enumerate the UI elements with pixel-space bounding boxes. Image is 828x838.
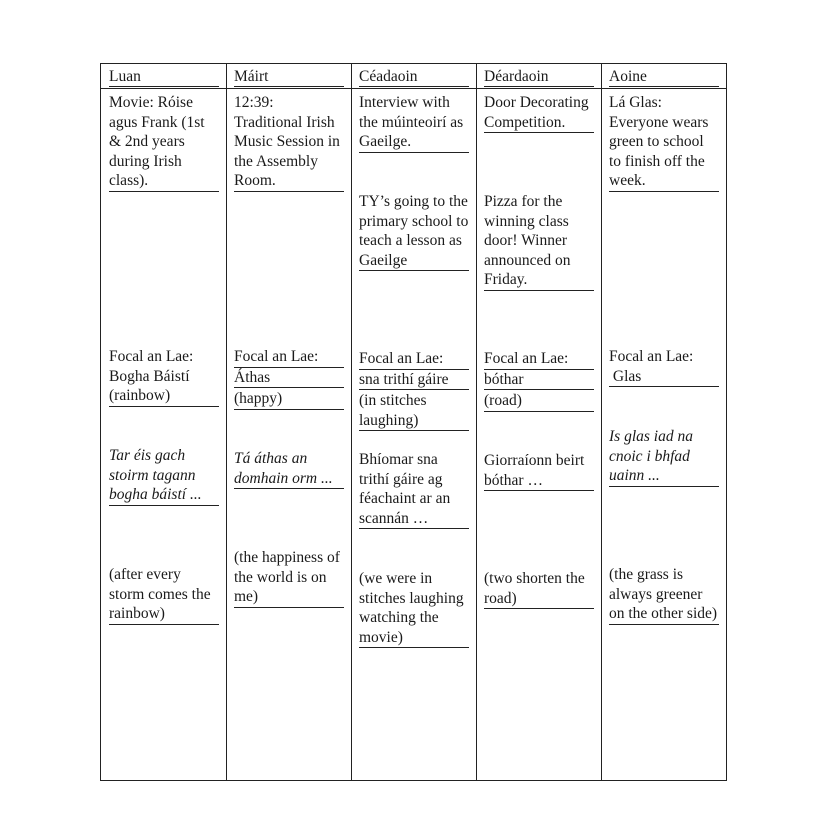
focal-word: bóthar [484, 370, 594, 391]
focal-label: Focal an Lae: [484, 349, 594, 370]
focal-gloss: (happy) [234, 389, 344, 410]
event2-deardaoin: Pizza for the winning class door! Winner announced on Friday. [484, 192, 594, 291]
focal-gloss: (road) [484, 391, 594, 412]
phrase-english-luan: (after every storm comes the rainbow) [109, 565, 219, 625]
phrase-irish-aoine: Is glas iad na cnoic i bhfad uainn ... [609, 427, 719, 487]
day-header-luan [109, 67, 219, 87]
focal-word: sna trithí gáire [359, 370, 469, 391]
day-name: Déardaoin [484, 67, 594, 87]
event-mairt: 12:39: Traditional Irish Music Session in the Assembly Room. [234, 93, 344, 192]
phrase-irish-deardaoin: Giorraíonn beirt bóthar … [484, 451, 594, 491]
focal-an-lae-aoine [609, 347, 719, 387]
focal-an-lae-ceadaoin [359, 349, 469, 431]
day-header-deardaoin [484, 67, 594, 87]
column-divider [601, 64, 602, 780]
day-header-aoine [609, 67, 719, 87]
day-header-ceadaoin [359, 67, 469, 87]
header-divider [101, 88, 726, 89]
phrase-irish-luan: Tar éis gach stoirm tagann bogha báistí ... [109, 446, 219, 506]
phrase-irish-ceadaoin: Bhíomar sna trithí gáire ag féachaint ar an scannán … [359, 450, 469, 529]
event-aoine: Lá Glas: Everyone wears green to school to finish off the week. [609, 93, 719, 192]
focal-word: Bogha Báistí (rainbow) [109, 367, 219, 407]
day-name: Luan [109, 67, 219, 87]
focal-label: Focal an Lae: [609, 348, 694, 365]
event-ceadaoin: Interview with the múinteoirí as Gaeilge. [359, 93, 469, 153]
focal-label: Focal an Lae: [234, 347, 344, 368]
column-divider [226, 64, 227, 780]
event-luan: Movie: Róise agus Frank (1st & 2nd years during Irish class). [109, 93, 219, 192]
phrase-english-mairt: (the happiness of the world is on me) [234, 548, 344, 608]
phrase-irish-mairt: Tá áthas an domhain orm ... [234, 449, 344, 489]
phrase-english-aoine: (the grass is always greener on the other side) [609, 565, 719, 625]
focal-word: Áthas [234, 368, 344, 389]
day-name: Céadaoin [359, 67, 469, 87]
focal-label: Focal an Lae: [109, 348, 194, 365]
day-name: Aoine [609, 67, 719, 87]
focal-label: Focal an Lae: [359, 349, 469, 370]
column-divider [476, 64, 477, 780]
focal-an-lae-luan [109, 347, 219, 407]
phrase-english-ceadaoin: (we were in stitches laughing watching the movie) [359, 569, 469, 648]
focal-gloss: (in stitches laughing) [359, 391, 469, 431]
focal-an-lae-deardaoin [484, 349, 594, 412]
day-header-mairt [234, 67, 344, 87]
event-deardaoin: Door Decorating Competition. [484, 93, 594, 133]
focal-word: Glas [609, 367, 719, 388]
focal-an-lae-mairt [234, 347, 344, 410]
day-name: Máirt [234, 67, 344, 87]
column-divider [351, 64, 352, 780]
weekly-schedule-table [100, 63, 727, 781]
event2-ceadaoin: TY’s going to the primary school to teach a lesson as Gaeilge [359, 192, 469, 271]
phrase-english-deardaoin: (two shorten the road) [484, 569, 594, 609]
